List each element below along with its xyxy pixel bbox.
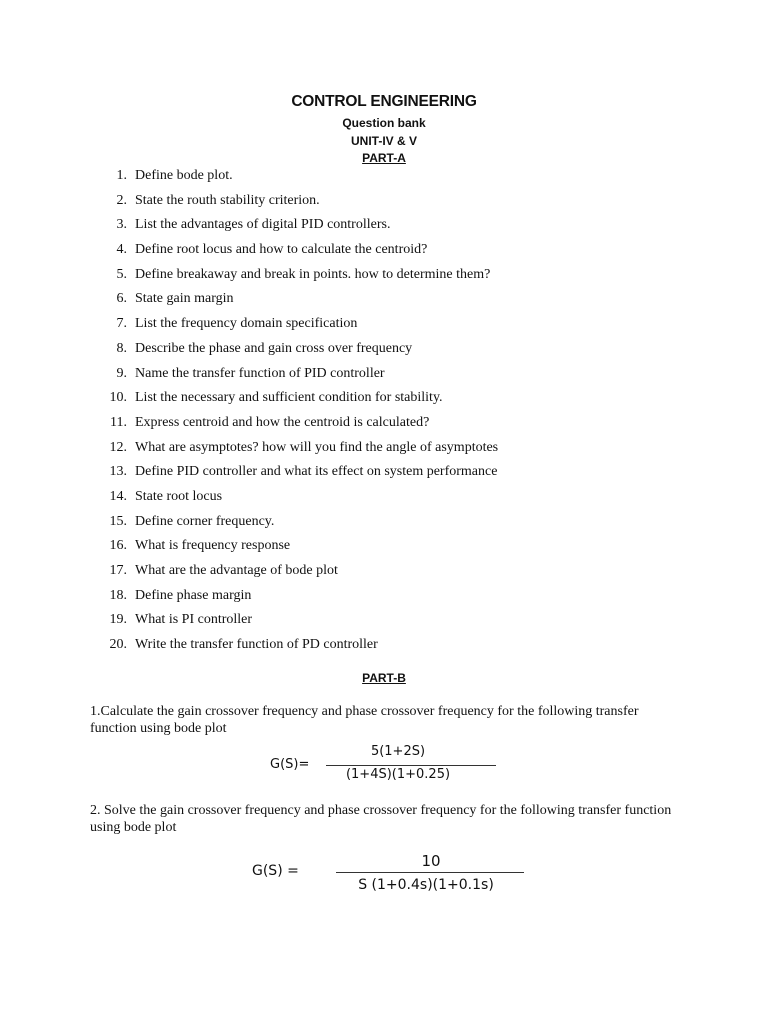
question-item: [0, 510, 768, 535]
question-item: [0, 213, 768, 238]
document-title: CONTROL ENGINEERING: [291, 93, 477, 110]
question-number: 10.: [109, 390, 127, 406]
formula-numerator: 5(1+2S): [370, 744, 426, 759]
fraction-bar: [326, 765, 496, 766]
question-text: What are asymptotes? how will you find the angle of asymptotes: [135, 439, 499, 455]
question-number: 17.: [109, 563, 127, 578]
question-text: State root locus: [135, 488, 223, 504]
question-item: [0, 386, 768, 411]
question-number: 4.: [116, 242, 127, 258]
question-number: 8.: [116, 340, 127, 356]
question-number: 13.: [109, 464, 127, 480]
question-number: 9.: [116, 365, 127, 381]
question-item: [0, 485, 768, 510]
question-number: 20.: [109, 637, 127, 653]
part-a-question-list: [0, 164, 768, 658]
question-item: [0, 411, 768, 436]
question-item: [0, 633, 768, 658]
question-text: List the frequency domain specification: [135, 316, 358, 332]
question-text: State the routh stability criterion.: [135, 192, 320, 208]
question-number: 12.: [109, 439, 127, 455]
question-item: [0, 263, 768, 288]
question-text: Define breakaway and break in points. how to determine them?: [135, 266, 491, 282]
question-text: Define PID controller and what its effect on system performance: [135, 464, 498, 480]
question-item: [0, 460, 768, 485]
question-number: 3.: [116, 217, 127, 233]
fraction-bar: [336, 872, 524, 873]
question-item: [0, 337, 768, 362]
formula-denominator: (1+4S)(1+0.25): [345, 767, 451, 782]
question-text: Name the transfer function of PID controller: [135, 365, 385, 381]
question-text: What is frequency response: [135, 538, 291, 554]
formula-numerator: 10: [421, 852, 441, 870]
question-item: [0, 189, 768, 214]
question-text: What are the advantage of bode plot: [135, 563, 338, 578]
question-number: 1.: [116, 168, 127, 183]
question-number: 15.: [109, 513, 127, 529]
formula-denominator: S (1+0.4s)(1+0.1s): [358, 877, 494, 893]
question-text: Define phase margin: [135, 587, 252, 603]
question-item: [0, 238, 768, 263]
question-text: List the advantages of digital PID controllers.: [135, 217, 391, 233]
question-number: 6.: [116, 291, 127, 307]
question-item: [0, 164, 768, 189]
transfer-function-formula-1: [270, 742, 500, 792]
question-text: Write the transfer function of PD controller: [135, 637, 378, 653]
part-a-heading: PART-A: [362, 151, 406, 165]
question-number: 5.: [116, 266, 127, 282]
question-text: Define root locus and how to calculate the centroid?: [135, 242, 428, 258]
formula-lhs: G(S) =: [252, 863, 299, 879]
formula-lhs: G(S)=: [270, 757, 310, 772]
question-number: 19.: [109, 612, 127, 628]
question-item: [0, 559, 768, 584]
question-number: 14.: [109, 488, 127, 504]
question-text: Define corner frequency.: [135, 513, 275, 529]
part-b-heading: PART-B: [362, 671, 406, 685]
question-text: Define bode plot.: [135, 168, 233, 183]
part-b-problem-2-text: 2. Solve the gain crossover frequency and phase crossover frequency for the following transfer function using bode plot: [90, 803, 672, 835]
document-subtitle: Question bank: [342, 116, 426, 130]
question-text: What is PI controller: [135, 612, 253, 628]
question-number: 11.: [110, 414, 127, 430]
question-number: 18.: [109, 587, 127, 603]
question-item: [0, 287, 768, 312]
question-item: [0, 362, 768, 387]
question-text: State gain margin: [135, 291, 234, 307]
question-item: [0, 312, 768, 337]
question-number: 7.: [116, 316, 127, 332]
question-number: 16.: [109, 538, 127, 554]
question-item: [0, 584, 768, 609]
question-item: [0, 436, 768, 461]
question-text: Express centroid and how the centroid is calculated?: [135, 414, 430, 430]
question-number: 2.: [116, 192, 127, 208]
question-text: List the necessary and sufficient condition for stability.: [135, 390, 443, 406]
question-item: [0, 534, 768, 559]
transfer-function-formula-2: [252, 850, 532, 902]
unit-heading: UNIT-IV & V: [350, 134, 417, 148]
part-b-problem-1-text: 1.Calculate the gain crossover frequency and phase crossover frequency for the following transfer function using bode plot: [90, 704, 639, 736]
question-item: [0, 608, 768, 633]
question-text: Describe the phase and gain cross over frequency: [135, 340, 413, 356]
